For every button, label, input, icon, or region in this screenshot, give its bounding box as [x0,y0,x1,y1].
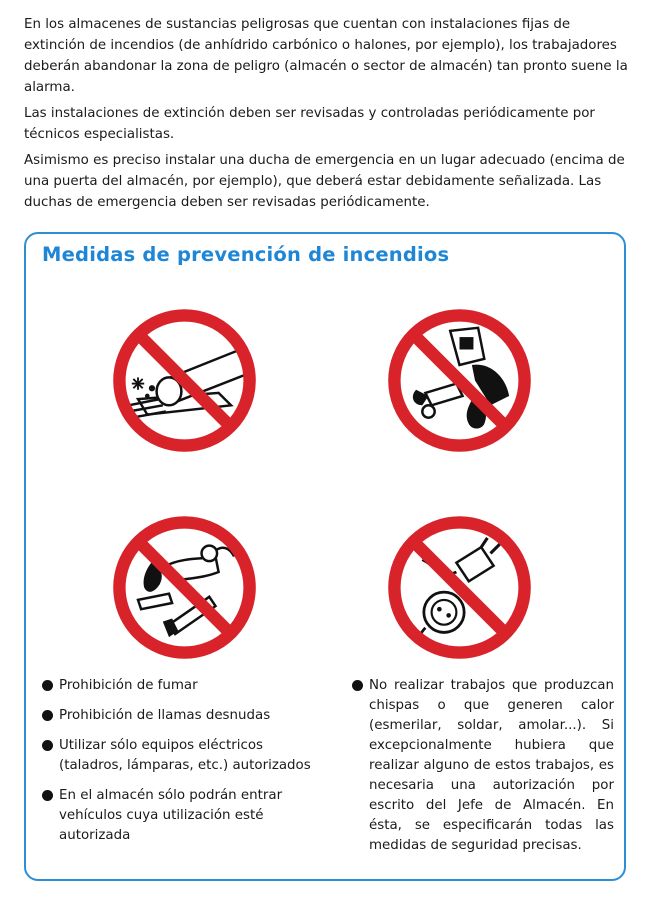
electrical-plug-prohibited-icon [382,510,537,665]
intro-paragraph-1: En los almacenes de sustancias peligrosas que cuentan con instalaciones fijas de extinción de incendios (de anhídrido carbónico o halones, por ejemplo), los trabajadores deberán abandonar la zona de peligro (almacén o sector de almacén) tan pronto suene la alarma. [24,17,628,95]
grinding-sparks-prohibited-icon [107,303,262,458]
bullet-icon [42,680,53,691]
intro-paragraph-2: Las instalaciones de extinción deben ser revisadas y controladas periódicamente por técnicos especialistas. [24,106,595,142]
bullet-icon [42,790,53,801]
intro-text [24,14,628,218]
list-item-text: Utilizar sólo equipos eléctricos (taladros, lámparas, etc.) autorizados [59,738,311,773]
left-measures-list [42,676,312,856]
bullet-icon [42,740,53,751]
list-item [42,706,312,726]
list-item [42,786,312,846]
welding-prohibited-icon [382,303,537,458]
box-title: Medidas de prevención de incendios [42,243,450,266]
list-item-text: Prohibición de llamas desnudas [59,708,271,723]
right-measures-list [352,676,614,866]
bullet-icon [352,680,363,691]
no-smoking-no-flames-icon [107,510,262,665]
intro-paragraph-3: Asimismo es preciso instalar una ducha de emergencia en un lugar adecuado (encima de una puerta del almacén, por ejemplo), que deberá estar debidamente señalizada. Las duchas de emergencia deben ser revisadas periódicamente. [24,153,625,210]
list-item [42,736,312,776]
list-item [352,676,614,856]
list-item-text: No realizar trabajos que produzcan chispas o que generen calor (esmerilar, soldar, amolar...). Si excepcionalmente hubiera que realizar alguno de estos trabajos, es necesaria una autorización por escrito del Jefe de Almacén. En ésta, se especificarán todas las medidas de seguridad precisas. [369,678,614,853]
list-item-text: En el almacén sólo podrán entrar vehículos cuya utilización esté autorizada [59,788,283,843]
bullet-icon [42,710,53,721]
list-item [42,676,312,696]
list-item-text: Prohibición de fumar [59,678,198,693]
